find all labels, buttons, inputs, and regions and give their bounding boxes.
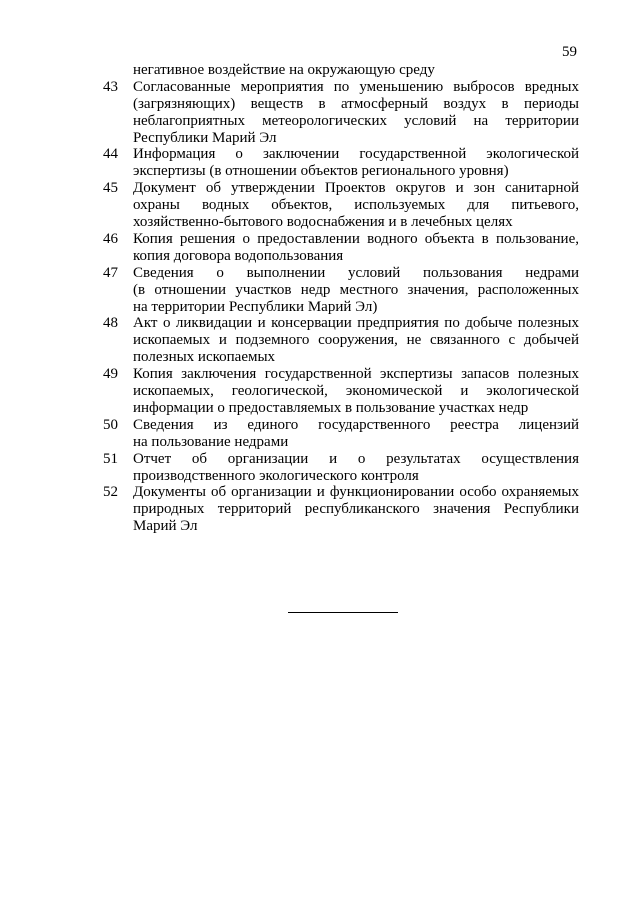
text-line: на пользование недрами: [133, 433, 289, 450]
item-number: 48: [103, 315, 118, 332]
list-item: [103, 315, 579, 366]
text-line: Документы об организации и функционировании особо охраняемых: [133, 484, 579, 501]
item-number: 50: [103, 416, 118, 433]
text-line: природных территорий республиканского значения Республики: [133, 501, 579, 518]
list-item: [103, 451, 579, 485]
continuation-row: [103, 62, 579, 79]
text-line: Марий Эл: [133, 518, 198, 535]
text-line: на территории Республики Марий Эл): [133, 298, 378, 315]
item-number: 43: [103, 78, 118, 95]
item-number: 47: [103, 264, 118, 281]
list-item: [103, 180, 579, 231]
list-item: [103, 484, 579, 535]
text-line: Сведения о выполнении условий пользования недрами: [133, 264, 579, 281]
text-line: неблагоприятных метеорологических условий на территории: [133, 112, 579, 129]
text-line: Копия решения о предоставлении водного объекта в пользование,: [133, 230, 579, 247]
text-line: хозяйственно-бытового водоснабжения и в лечебных целях: [133, 214, 513, 231]
page-number: 59: [562, 44, 577, 60]
text-line: охраны водных объектов, используемых для питьевого,: [133, 197, 579, 214]
text-line: Согласованные мероприятия по уменьшению выбросов вредных: [133, 78, 579, 95]
text-line: Отчет об организации и о результатах осуществления: [133, 450, 579, 467]
item-number: 49: [103, 366, 118, 383]
item-number: 52: [103, 484, 118, 501]
continuation-text: [133, 62, 579, 79]
list-item: [103, 366, 579, 417]
item-text: [133, 484, 579, 535]
item-text: [133, 451, 579, 485]
text-line: копия договора водопользования: [133, 247, 344, 264]
item-text: [133, 231, 579, 265]
text-line: Акт о ликвидации и консервации предприятия по добыче полезных: [133, 315, 579, 332]
text-line: экспертизы (в отношении объектов регионального уровня): [133, 163, 509, 180]
text-line: Копия заключения государственной экспертизы запасов полезных: [133, 366, 579, 383]
text-line: ископаемых, геологической, экономической и экологической: [133, 383, 579, 400]
item-text: [133, 79, 579, 147]
text-line: ископаемых и подземного сооружения, не связанного с добычей: [133, 332, 579, 349]
document-list: [103, 62, 579, 535]
list-item: [103, 417, 579, 451]
list-item: [103, 146, 579, 180]
item-text: [133, 315, 579, 366]
list-item: [103, 79, 579, 147]
text-line: (загрязняющих) веществ в атмосферный воздух в периоды: [133, 95, 579, 112]
item-number: 45: [103, 180, 118, 197]
item-number: 46: [103, 230, 118, 247]
text-line: (в отношении участков недр местного значения, расположенных: [133, 281, 579, 298]
item-text: [133, 180, 579, 231]
text-line: негативное воздействие на окружающую среду: [133, 62, 435, 78]
text-line: Республики Марий Эл: [133, 129, 277, 146]
text-line: полезных ископаемых: [133, 349, 276, 366]
list-item: [103, 265, 579, 316]
item-number: 44: [103, 146, 118, 163]
item-text: [133, 366, 579, 417]
item-text: [133, 417, 579, 451]
item-text: [133, 265, 579, 316]
text-line: Сведения из единого государственного реестра лицензий: [133, 416, 579, 433]
text-line: Документ об утверждении Проектов округов и зон санитарной: [133, 180, 579, 197]
end-separator-line: [288, 612, 398, 613]
text-line: Информация о заключении государственной экологической: [133, 146, 579, 163]
item-number: 51: [103, 450, 118, 467]
item-text: [133, 146, 579, 180]
text-line: производственного экологического контроля: [133, 467, 419, 484]
list-item: [103, 231, 579, 265]
text-line: информации о предоставляемых в пользование участках недр: [133, 399, 529, 416]
